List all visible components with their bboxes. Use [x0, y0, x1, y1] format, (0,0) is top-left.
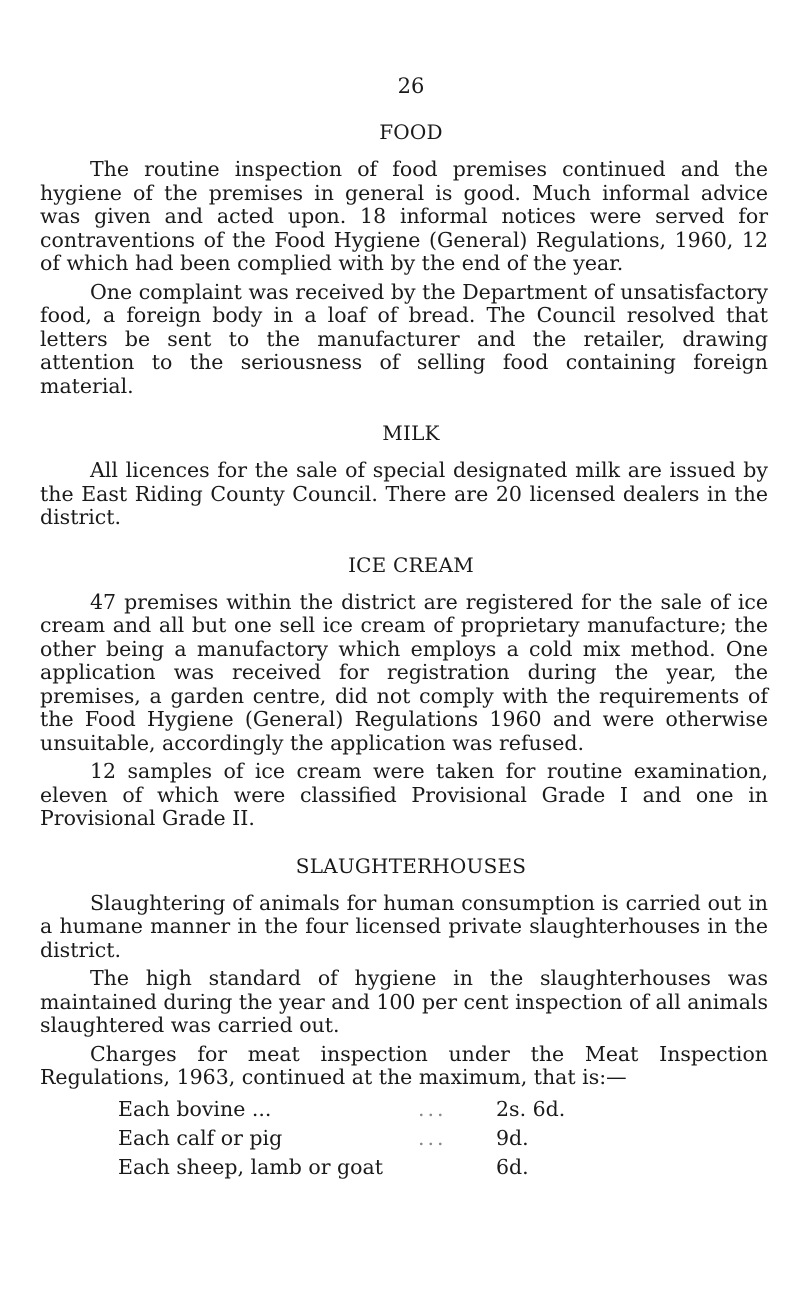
food-paragraph-2: One complaint was received by the Department of unsatisfactory food, a foreign body in a loaf of bread. The Council resolved that letters be sent to the manufacturer and the retailer, drawing attention to the seriousness of selling food containing foreign material.: [40, 279, 768, 398]
charge-item: Each bovine ...: [118, 1096, 272, 1121]
leader-dots: ...: [418, 1096, 447, 1121]
charge-item: Each sheep, lamb or goat: [118, 1154, 383, 1179]
ice-cream-paragraph-2: 12 samples of ice cream were taken for routine examination, eleven of which were classified Provisional Grade I and one in Provisional Grade II.: [40, 759, 768, 830]
charge-row-sheep-lamb-goat: [40, 1153, 768, 1182]
charge-item: Each calf or pig: [118, 1125, 283, 1150]
section-heading-ice-cream: ICE CREAM: [348, 552, 474, 577]
page-number: 26: [397, 74, 425, 98]
charges-list: [40, 1095, 768, 1182]
charge-row-calf-pig: [40, 1124, 768, 1153]
ice-cream-paragraph-1: 47 premises within the district are registered for the sale of ice cream and all but one sell ice cream of proprietary manufacture; the other being a manufactory which employs a cold mix method. One application was received for registration during the year, the premises, a garden centre, did not comply with the requirements of the Food Hygiene (General) Regulations 1960 and were otherwise unsuitable, accordingly the application was refused.: [40, 589, 768, 755]
charge-amount: 6d.: [496, 1154, 529, 1179]
charge-amount: 2s. 6d.: [496, 1096, 566, 1121]
section-heading-milk: MILK: [382, 421, 440, 445]
charge-amount: 9d.: [496, 1125, 529, 1150]
document-page: [40, 72, 768, 1182]
slaughterhouses-paragraph-2: The high standard of hygiene in the slaughterhouses was maintained during the year and 100 per cent inspection of all animals slaughtered was carried out.: [40, 966, 769, 1037]
section-heading-slaughterhouses: SLAUGHTERHOUSES: [295, 853, 527, 878]
charge-row-bovine: [40, 1095, 768, 1124]
leader-dots: ...: [418, 1125, 447, 1150]
food-paragraph-1: The routine inspection of food premises continued and the hygiene of the premises in general is good. Much informal advice was given and acted upon. 18 informal notices were served for contraventions of the Food Hygiene (General) Regulations, 1960, 12 of which had been complied with by the end of the year.: [40, 157, 768, 275]
slaughterhouses-paragraph-3: Charges for meat inspection under the Meat Inspection Regulations, 1963, continued at the maximum, that is:—: [40, 1041, 768, 1089]
milk-paragraph-1: All licences for the sale of special designated milk are issued by the East Riding County Council. There are 20 licensed dealers in the district.: [40, 458, 768, 529]
slaughterhouses-paragraph-1: Slaughtering of animals for human consumption is carried out in a humane manner in the four licensed private slaughterhouses in the district.: [40, 890, 768, 962]
section-heading-food: FOOD: [379, 120, 443, 144]
